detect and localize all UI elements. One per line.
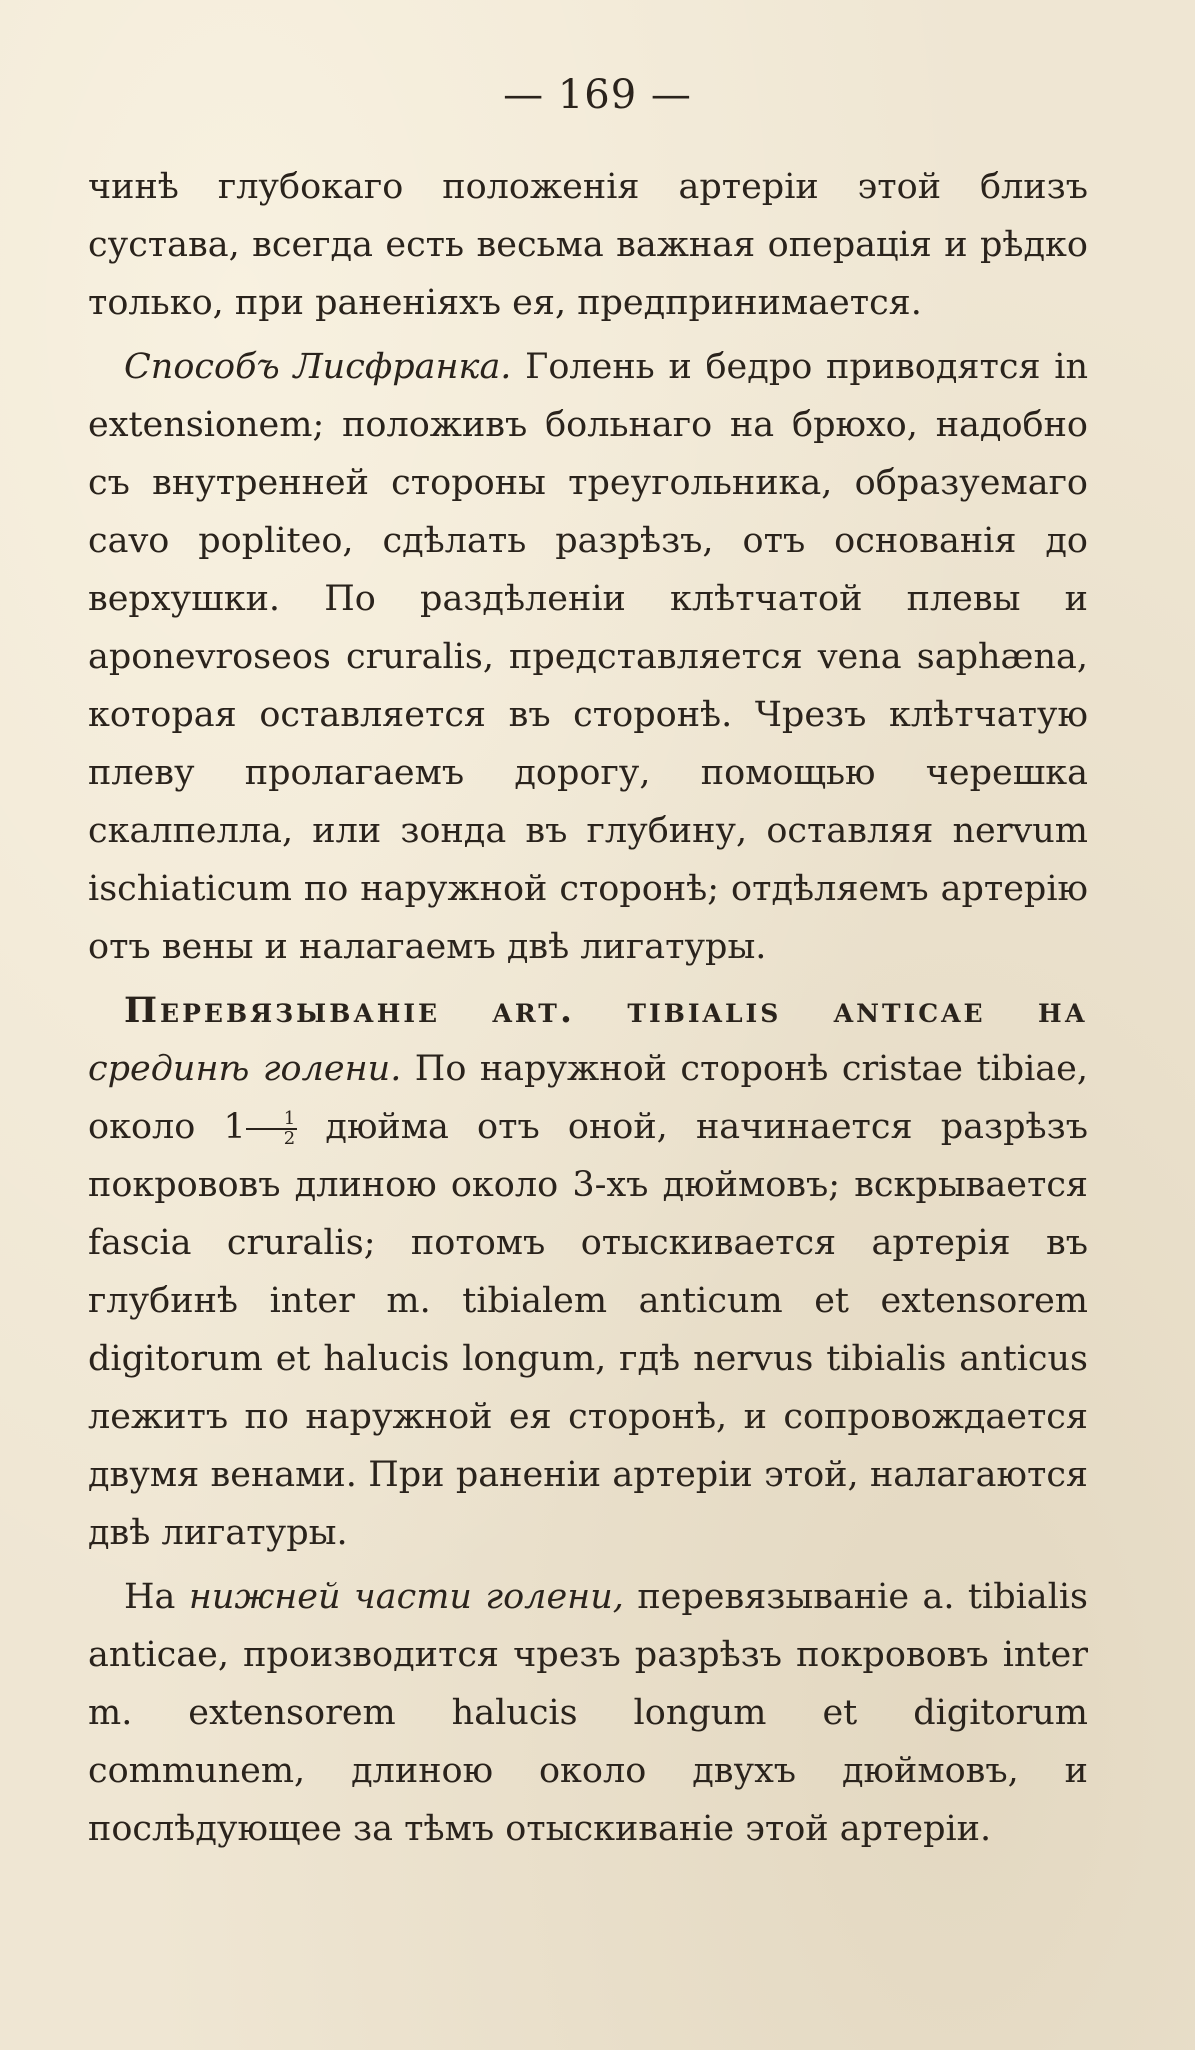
paragraph-3-text-b: дюйма отъ оной, начинается разрѣзъ покрововъ длиною около 3-хъ дюймовъ; вскрывается fascia cruralis; потомъ отыскивается артерія въ глубинѣ inter m. tibialem anticum et extensorem digitorum et halucis longum, гдѣ nervus tibialis anticus лежитъ по наружной ея сторонѣ, и сопровождается двумя венами. При раненіи артеріи этой, налагаются двѣ лигатуры.: [88, 1107, 1088, 1553]
paragraph-4: [88, 1568, 1088, 1858]
lisfranc-method-heading: Способъ Лисфранка.: [124, 347, 512, 387]
paragraph-3-text-a: По наружной сторонѣ cristae tibiae, около 1: [88, 1049, 1089, 1147]
paragraph-4-text: перевязываніе a. tibialis anticae, производится чрезъ разрѣзъ покрововъ inter m. extensorem halucis longum et digitorum communem, длиною около двухъ дюймовъ, и послѣдующее за тѣмъ отыскиваніе этой артеріи.: [88, 1577, 1089, 1849]
page-number: — 169 —: [503, 72, 692, 118]
body-text: [88, 158, 1088, 1858]
mid-shin-heading: срединѣ голени.: [88, 1049, 402, 1089]
lower-shin-heading: нижней части голени,: [188, 1577, 624, 1617]
paragraph-4-lead: На: [124, 1577, 189, 1617]
paragraph-1: [88, 158, 1088, 332]
fraction-denominator: 2: [283, 1127, 296, 1149]
tibialis-ligation-heading: Перевязываніе art. tibialis anticae на: [124, 990, 1088, 1031]
paragraph-3: [88, 982, 1088, 1562]
paragraph-2: [88, 338, 1088, 976]
fraction: [246, 1107, 297, 1149]
paragraph-1-text: чинѣ глубокаго положенія артеріи этой близъ сустава, всегда есть весьма важная операція и рѣдко только, при раненіяхъ ея, предпринимается.: [88, 167, 1088, 323]
paragraph-2-text: Голень и бедро приводятся in extensionem; положивъ больнаго на брюхо, надобно съ внутренней стороны треугольника, образуемаго cavo poplitеo, сдѣлать разрѣзъ, отъ основанія до верхушки. По раздѣленіи клѣтчатой плевы и aponevroseos cruralis, представляется vena saphæna, которая оставляется въ сторонѣ. Чрезъ клѣтчатую плеву пролагаемъ дорогу, помощью черешка скалпелла, или зонда въ глубину, оставляя nervum ischiaticum по наружной сторонѣ; отдѣляемъ артерію отъ вены и налагаемъ двѣ лигатуры.: [88, 347, 1088, 967]
fraction-numerator: 1: [246, 1110, 297, 1130]
